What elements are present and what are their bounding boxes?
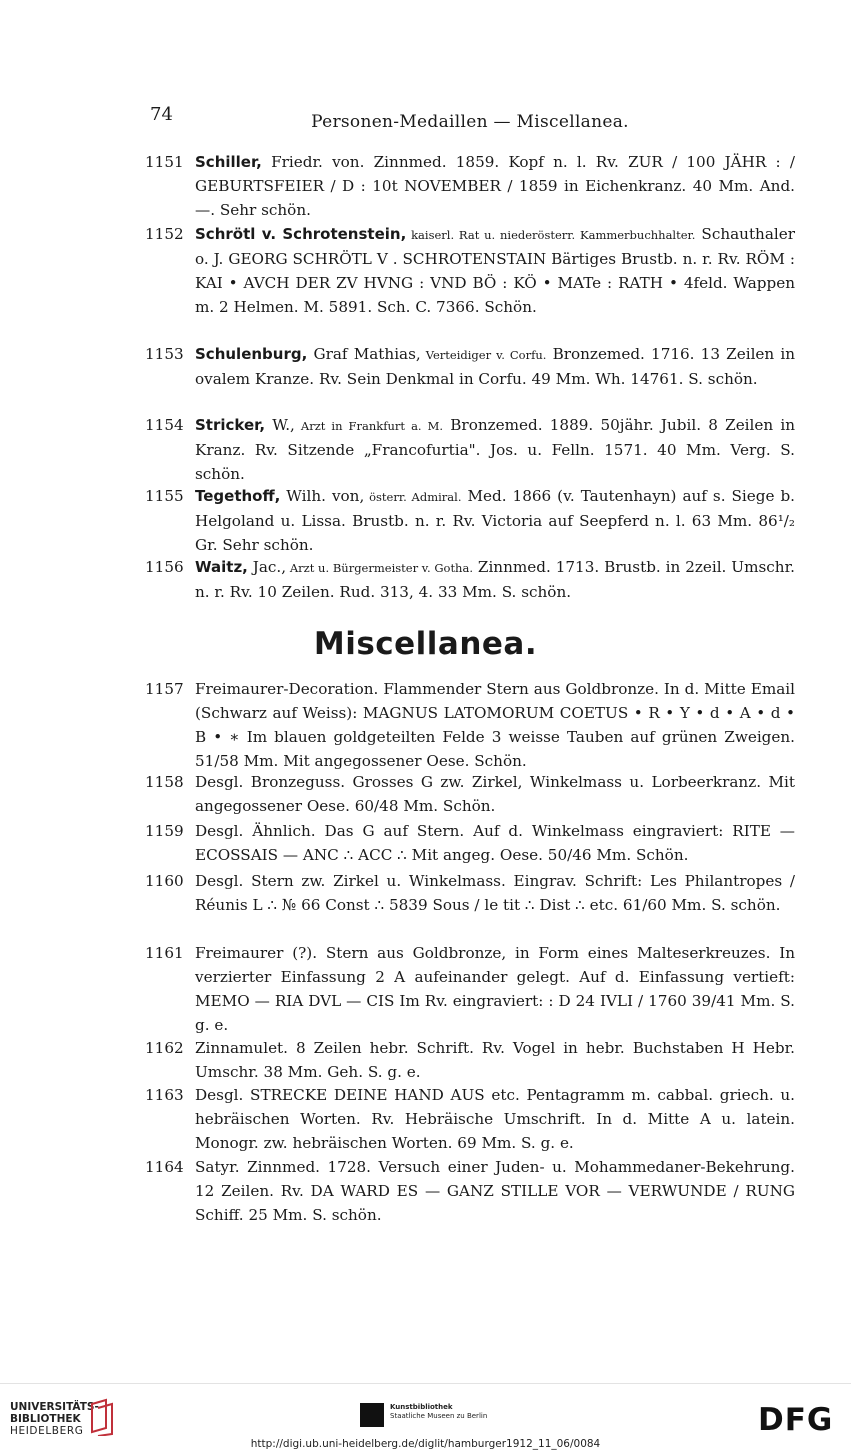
entry-note: österr. Admiral.: [364, 490, 462, 504]
entry-number: 1163: [145, 1086, 184, 1104]
entry-text: Bronzemed. 1716. 13 Zeilen in ovalem Kranze. Rv. Sein Denkmal in Corfu. 49 Mm. Wh. 14761. S. schön.: [195, 345, 796, 388]
entry-1151: [145, 150, 795, 222]
ub-logo-line3: HEIDELBERG: [10, 1425, 84, 1437]
entry-text: Desgl. Stern zw. Zirkel u. Winkelmass. Eingrav. Schrift: Les Philantropes / Réunis L ∴ № 66 Const ∴ 5839 Sous / le tit ∴ Dist ∴ etc. 61/60 Mm. S. schön.: [195, 872, 795, 914]
entry-text: Bronzemed. 1889. 50jähr. Jubil. 8 Zeilen in Kranz. Rv. Sitzende „Francofurtia". Jos. u. Felln. 1571. 40 Mm. Verg. S. schön.: [195, 416, 796, 483]
entry-note: Verteidiger v. Corfu.: [420, 348, 547, 362]
entry-note: Arzt u. Bürgermeister v. Gotha.: [286, 561, 473, 575]
entry-text: Zinnamulet. 8 Zeilen hebr. Schrift. Rv. Vogel in hebr. Buchstaben H Hebr. Umschr. 38 Mm. Geh. S. g. e.: [195, 1039, 795, 1081]
entry-1154: [145, 413, 795, 486]
entry-1153: [145, 342, 795, 391]
entry-text-pre: W.,: [265, 416, 295, 434]
kb-line2: Staatliche Museen zu Berlin: [390, 1412, 488, 1420]
page-number: 74: [150, 104, 173, 125]
permalink-url[interactable]: http://digi.ub.uni-heidelberg.de/diglit/hamburger1912_11_06/0084: [250, 1438, 601, 1450]
entry-text: Satyr. Zinnmed. 1728. Versuch einer Juden- u. Mohammedaner-Bekehrung. 12 Zeilen. Rv. DA WARD ES — GANZ STILLE VOR — VERWUNDE / RUNG Schiff. 25 Mm. S. schön.: [195, 1158, 795, 1224]
entry-text: Zinnmed. 1713. Brustb. in 2zeil. Umschr. n. r. Rv. 10 Zeilen. Rud. 313, 4. 33 Mm. S. schön.: [195, 558, 795, 601]
entry-1155: [145, 484, 795, 557]
entry-1161: [145, 941, 795, 1037]
entry-1158: [145, 770, 795, 818]
entry-text: Med. 1866 (v. Tautenhayn) auf s. Siege b. Helgoland u. Lissa. Brustb. n. r. Rv. Victoria auf Seepferd n. l. 63 Mm. 86¹/₂ Gr. Sehr schön.: [195, 487, 795, 554]
entry-note: Arzt in Frankfurt a. M.: [294, 419, 444, 433]
entry-text-pre: Graf Mathias,: [307, 345, 421, 363]
dfg-logo[interactable]: DFG: [758, 1402, 834, 1438]
entry-number: 1162: [145, 1039, 184, 1057]
entry-1156: [145, 555, 795, 604]
entry-1159: [145, 819, 795, 867]
entry-1162: [145, 1036, 795, 1084]
entry-number: 1164: [145, 1158, 184, 1176]
entry-name: Schiller,: [195, 153, 262, 171]
section-title: Miscellanea.: [313, 626, 538, 662]
entry-number: 1157: [145, 680, 184, 698]
ub-logo-line2: BIBLIOTHEK: [10, 1413, 81, 1425]
entry-name: Waitz,: [195, 558, 248, 576]
entry-number: 1156: [145, 558, 184, 576]
entry-name: Schulenburg,: [195, 345, 308, 363]
entry-1163: [145, 1083, 795, 1155]
entry-text: Schauthaler o. J. GEORG SCHRÖTL V . SCHROTENSTAIN Bärtiges Brustb. n. r. Rv. RÖM : KAI • AVCH DER ZV HVNG : VND BÖ : KÖ • MATe : RATH • 4feld. Wappen m. 2 Helmen. M. 5891. Sch. C. 7366. Schön.: [195, 225, 795, 316]
entry-text: Desgl. Ähnlich. Das G auf Stern. Auf d. Winkelmass eingraviert: RITE — ECOSSAIS — ANC ∴ ACC ∴ Mit angeg. Oese. 50/46 Mm. Schön.: [195, 822, 795, 864]
entry-number: 1159: [145, 822, 184, 840]
entry-1157: [145, 677, 795, 773]
entry-text-pre: Wilh. von,: [280, 487, 365, 505]
entry-1152: [145, 222, 795, 319]
kunstbibliothek-logo[interactable]: [360, 1403, 510, 1433]
entry-number: 1154: [145, 416, 184, 434]
entry-note: kaiserl. Rat u. niederösterr. Kammerbuchhalter.: [406, 228, 696, 242]
entry-number: 1155: [145, 487, 184, 505]
entry-text: Desgl. STRECKE DEINE HAND AUS etc. Pentagramm m. cabbal. griech. u. hebräischen Worten. Rv. Hebräische Umschrift. In d. Mitte A u. latein. Monogr. zw. hebräischen Worten. 69 Mm. S. g. e.: [195, 1086, 795, 1152]
ub-mark-icon: [88, 1398, 118, 1436]
footer-divider: [0, 1383, 851, 1384]
entry-name: Tegethoff,: [195, 487, 281, 505]
entry-number: 1153: [145, 345, 184, 363]
entry-text: Freimaurer-Decoration. Flammender Stern aus Goldbronze. In d. Mitte Email (Schwarz auf Weiss): MAGNUS LATOMORUM COETUS • R • Y • d • A • d • B • ∗ Im blauen goldgeteilten Felde 3 weisse Tauben auf grünen Zweigen. 51/58 Mm. Mit angegossener Oese. Schön.: [195, 680, 795, 770]
entry-number: 1160: [145, 872, 184, 890]
ub-logo-line1: UNIVERSITÄTS-: [10, 1401, 99, 1413]
entry-1160: [145, 869, 795, 917]
entry-text: Freimaurer (?). Stern aus Goldbronze, in Form eines Malteserkreuzes. In verzierter Einfassung 2 A aufeinander gelegt. Auf d. Einfassung vertieft: MEMO — RIA DVL — CIS Im Rv. eingraviert: : D 24 IVLI / 1760 39/41 Mm. S. g. e.: [195, 944, 795, 1034]
entry-number: 1152: [145, 225, 184, 243]
ub-heidelberg-logo[interactable]: [10, 1401, 99, 1437]
entry-name: Schrötl v. Schrotenstein,: [195, 225, 407, 243]
entry-1164: [145, 1155, 795, 1227]
entry-text: Friedr. von. Zinnmed. 1859. Kopf n. l. Rv. ZUR / 100 JÄHR : / GEBURTSFEIER / D : 10t NOVEMBER / 1859 in Eichenkranz. 40 Mm. And. —. Sehr schön.: [195, 153, 795, 219]
entry-text-pre: Jac.,: [247, 558, 287, 576]
kunstbibliothek-mark-icon: [360, 1403, 384, 1427]
entry-text: Desgl. Bronzeguss. Grosses G zw. Zirkel, Winkelmass u. Lorbeerkranz. Mit angegossener Oese. 60/48 Mm. Schön.: [195, 773, 795, 815]
entry-number: 1151: [145, 153, 184, 171]
running-head: Personen-Medaillen — Miscellanea.: [311, 112, 629, 132]
entry-number: 1161: [145, 944, 184, 962]
kb-line1: Kunstbibliothek: [390, 1403, 453, 1411]
entry-number: 1158: [145, 773, 184, 791]
entry-name: Stricker,: [195, 416, 266, 434]
